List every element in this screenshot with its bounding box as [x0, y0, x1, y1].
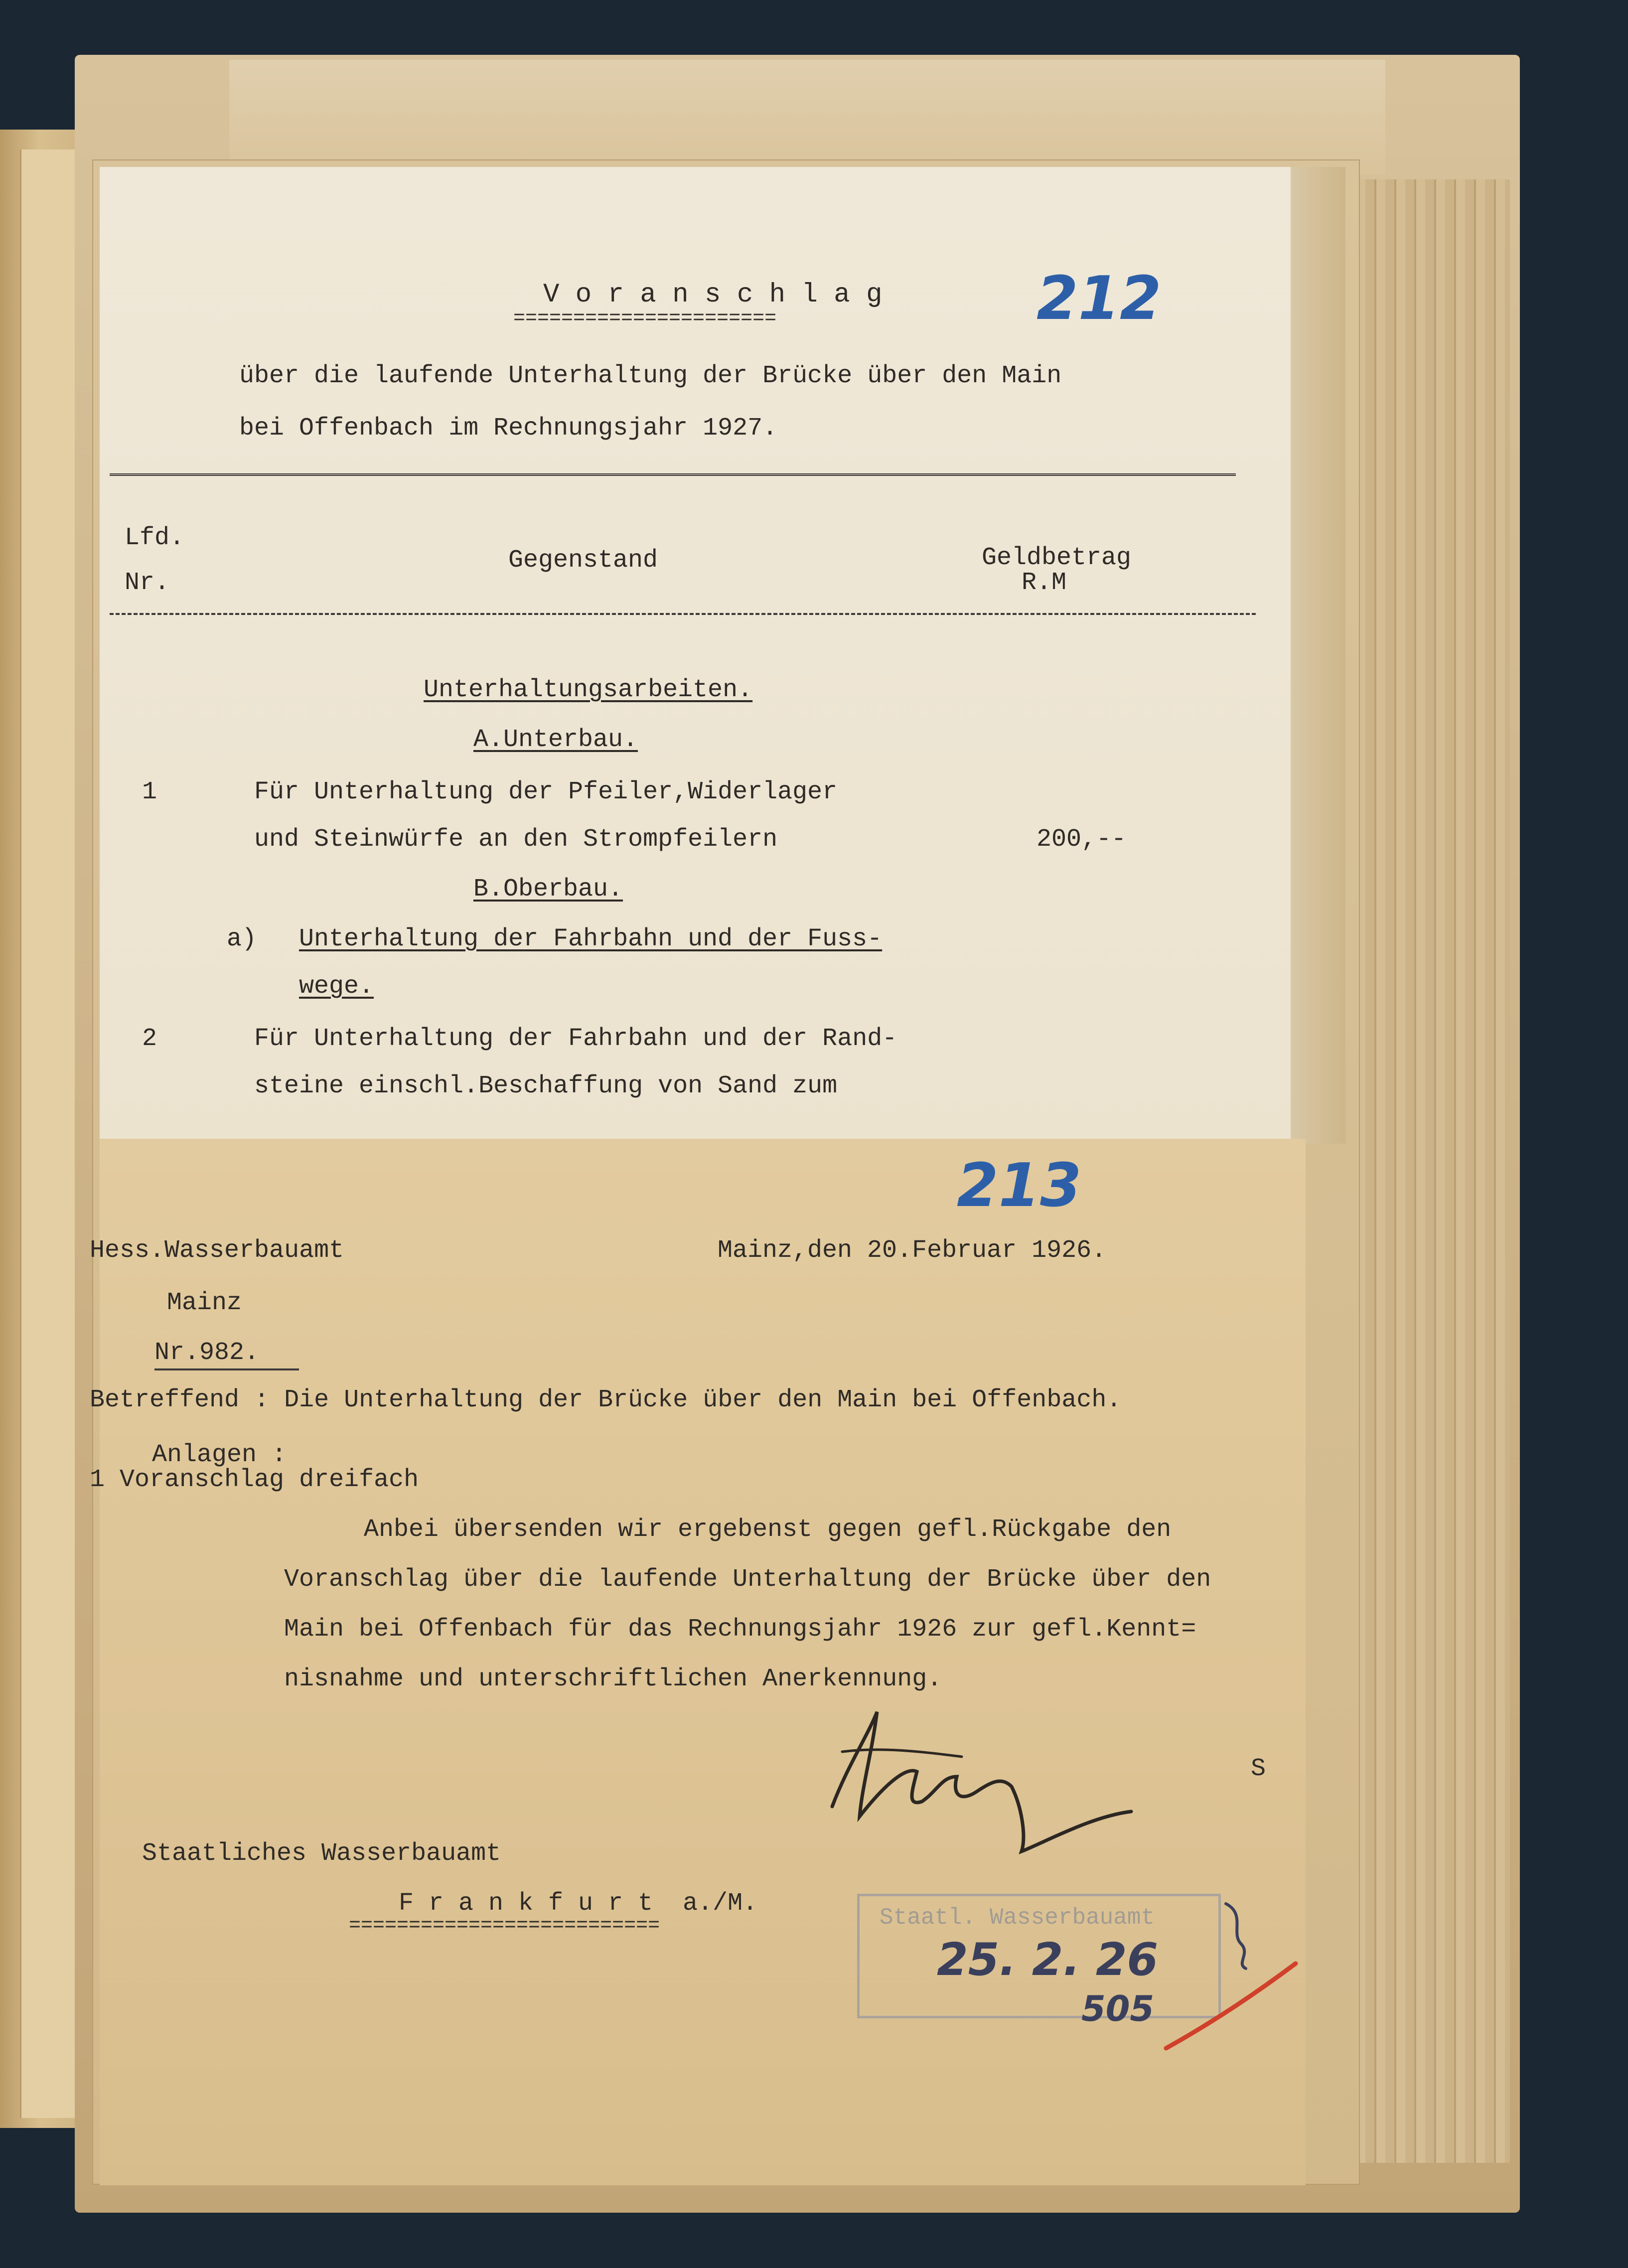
- attachments-label: Anlagen :: [152, 1441, 287, 1469]
- pencil-tick-mark: [1216, 1894, 1261, 1973]
- body-line3: Main bei Offenbach für das Rechnungsjahr 1926 zur gefl.Kennt=: [284, 1615, 1196, 1644]
- recipient-line2: F r a n k f u r t a./M.: [399, 1889, 758, 1918]
- column-no-line1: Lfd.: [125, 524, 185, 552]
- sub-b-a-prefix: a): [227, 925, 257, 953]
- stamp-date: 25. 2. 26: [937, 1934, 1159, 1986]
- column-header-dashed-rule: [110, 613, 1256, 615]
- recipient-rule: ==========================: [349, 1915, 660, 1937]
- sender-line2: Mainz: [167, 1289, 242, 1317]
- letter-page-number-mark: 213: [957, 1151, 1082, 1220]
- estimate-sheet: [100, 167, 1291, 1144]
- margin-letter-s: S: [1251, 1755, 1266, 1783]
- estimate-title: V o r a n s c h l a g: [543, 280, 883, 310]
- column-amount-line2: R.M: [1022, 569, 1067, 597]
- column-amount-line1: Geldbetrag: [982, 544, 1132, 572]
- page-edges: [1345, 179, 1510, 2163]
- place-date: Mainz,den 20.Februar 1926.: [718, 1236, 1107, 1265]
- attachments: 1 Voranschlag dreifach: [90, 1466, 419, 1494]
- recipient-line1: Staatliches Wasserbauamt: [142, 1839, 501, 1868]
- sender-line1: Hess.Wasserbauamt: [90, 1236, 344, 1265]
- body-line2: Voranschlag über die laufende Unterhaltung der Brücke über den: [284, 1565, 1211, 1594]
- estimate-subtitle-line1: über die laufende Unterhaltung der Brücke über den Main: [239, 362, 1062, 390]
- stamp-text: Staatl. Wasserbauamt: [880, 1905, 1155, 1931]
- section-heading: Unterhaltungsarbeiten.: [424, 676, 753, 704]
- item1-line2: und Steinwürfe an den Strompfeilern: [254, 825, 778, 854]
- sub-heading-a: A.Unterbau.: [473, 726, 638, 754]
- signature: [812, 1692, 1151, 1856]
- body-line4: nisnahme und unterschriftlichen Anerkennung.: [284, 1665, 942, 1693]
- sub-b-a-line2: wege.: [299, 972, 374, 1001]
- column-subject: Gegenstand: [508, 546, 658, 575]
- header-double-rule: [110, 473, 1236, 476]
- folded-top-sheet: [229, 60, 1385, 174]
- letter-subject: Betreffend : Die Unterhaltung der Brücke über den Main bei Offenbach.: [90, 1386, 1122, 1414]
- stamp-number: 505: [1081, 1988, 1155, 2029]
- item2-number: 2: [142, 1025, 157, 1053]
- item1-number: 1: [142, 778, 157, 806]
- item2-line1: Für Unterhaltung der Fahrbahn und der Rand-: [254, 1025, 897, 1053]
- reference-number: Nr.982.: [154, 1341, 299, 1370]
- item2-line2: steine einschl.Beschaffung von Sand zum: [254, 1072, 838, 1100]
- item1-line1: Für Unterhaltung der Pfeiler,Widerlager: [254, 778, 838, 806]
- column-no-line2: Nr.: [125, 569, 170, 597]
- item1-amount: 200,--: [1036, 825, 1127, 854]
- body-line1: Anbei übersenden wir ergebenst gegen gefl.Rückgabe den: [364, 1515, 1172, 1544]
- estimate-subtitle-line2: bei Offenbach im Rechnungsjahr 1927.: [239, 414, 778, 443]
- sub-b-a-line1: Unterhaltung der Fahrbahn und der Fuss-: [299, 925, 883, 953]
- estimate-sheet-edge: [1291, 167, 1345, 1144]
- page-number-mark: 212: [1036, 264, 1162, 333]
- sub-heading-b: B.Oberbau.: [473, 875, 623, 904]
- estimate-title-rule: ======================: [513, 307, 777, 330]
